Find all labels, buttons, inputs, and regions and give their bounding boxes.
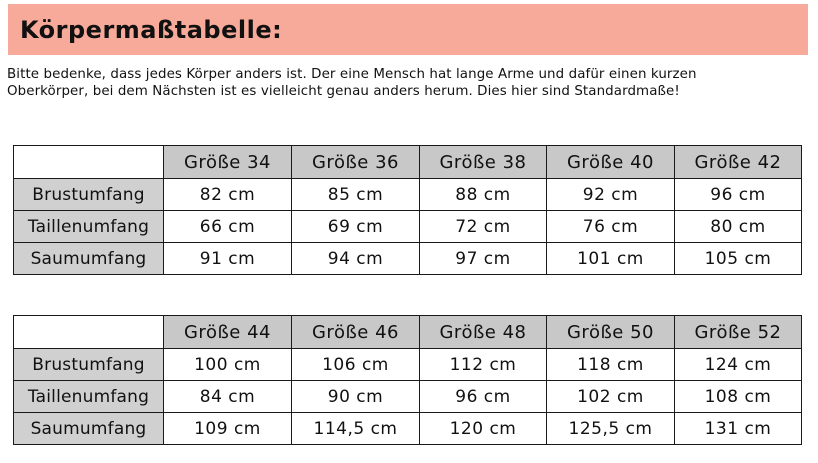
measurement-cell: 96 cm bbox=[675, 179, 802, 211]
row-label: Taillenumfang bbox=[14, 211, 164, 243]
measurement-cell: 91 cm bbox=[164, 243, 292, 275]
table-corner-cell bbox=[14, 316, 164, 349]
intro-line-1: Bitte bedenke, dass jedes Körper anders ist. Der eine Mensch hat lange Arme und dafür einen kurzen bbox=[7, 67, 697, 82]
header-bar bbox=[8, 4, 808, 55]
size-header: Größe 48 bbox=[420, 316, 547, 349]
measurement-cell: 109 cm bbox=[164, 413, 292, 445]
measurement-cell: 94 cm bbox=[292, 243, 420, 275]
measurement-cell: 102 cm bbox=[547, 381, 675, 413]
table-row bbox=[14, 243, 802, 275]
size-header: Größe 42 bbox=[675, 146, 802, 179]
row-label: Brustumfang bbox=[14, 349, 164, 381]
measurement-cell: 84 cm bbox=[164, 381, 292, 413]
size-header: Größe 50 bbox=[547, 316, 675, 349]
measurement-cell: 72 cm bbox=[420, 211, 547, 243]
measurement-cell: 131 cm bbox=[675, 413, 802, 445]
measurement-cell: 100 cm bbox=[164, 349, 292, 381]
measurement-cell: 112 cm bbox=[420, 349, 547, 381]
size-header: Größe 46 bbox=[292, 316, 420, 349]
size-header: Größe 40 bbox=[547, 146, 675, 179]
table-corner-cell bbox=[14, 146, 164, 179]
row-label: Taillenumfang bbox=[14, 381, 164, 413]
measurement-cell: 105 cm bbox=[675, 243, 802, 275]
table-row bbox=[14, 349, 802, 381]
table-row bbox=[14, 211, 802, 243]
measurement-cell: 92 cm bbox=[547, 179, 675, 211]
row-label: Saumumfang bbox=[14, 243, 164, 275]
measurement-cell: 88 cm bbox=[420, 179, 547, 211]
size-header: Größe 36 bbox=[292, 146, 420, 179]
measurement-cell: 106 cm bbox=[292, 349, 420, 381]
intro-text bbox=[7, 66, 815, 100]
measurement-cell: 97 cm bbox=[420, 243, 547, 275]
size-table-2 bbox=[13, 315, 802, 445]
measurement-cell: 118 cm bbox=[547, 349, 675, 381]
table-row bbox=[14, 413, 802, 445]
measurement-cell: 125,5 cm bbox=[547, 413, 675, 445]
measurement-cell: 114,5 cm bbox=[292, 413, 420, 445]
table-header-row bbox=[14, 316, 802, 349]
measurement-cell: 69 cm bbox=[292, 211, 420, 243]
measurement-cell: 66 cm bbox=[164, 211, 292, 243]
measurement-cell: 80 cm bbox=[675, 211, 802, 243]
table-row bbox=[14, 179, 802, 211]
measurement-cell: 101 cm bbox=[547, 243, 675, 275]
measurement-cell: 82 cm bbox=[164, 179, 292, 211]
intro-line-2: Oberkörper, bei dem Nächsten ist es vielleicht genau anders herum. Dies hier sind Standardmaße! bbox=[7, 84, 680, 99]
size-header: Größe 44 bbox=[164, 316, 292, 349]
size-table-1 bbox=[13, 145, 802, 275]
size-header: Größe 34 bbox=[164, 146, 292, 179]
measurement-cell: 108 cm bbox=[675, 381, 802, 413]
measurement-cell: 85 cm bbox=[292, 179, 420, 211]
row-label: Brustumfang bbox=[14, 179, 164, 211]
row-label: Saumumfang bbox=[14, 413, 164, 445]
table-header-row bbox=[14, 146, 802, 179]
table-row bbox=[14, 381, 802, 413]
size-header: Größe 52 bbox=[675, 316, 802, 349]
measurement-cell: 120 cm bbox=[420, 413, 547, 445]
measurement-cell: 90 cm bbox=[292, 381, 420, 413]
size-header: Größe 38 bbox=[420, 146, 547, 179]
measurement-cell: 96 cm bbox=[420, 381, 547, 413]
page-title: Körpermaßtabelle: bbox=[20, 16, 283, 44]
measurement-cell: 76 cm bbox=[547, 211, 675, 243]
measurement-cell: 124 cm bbox=[675, 349, 802, 381]
